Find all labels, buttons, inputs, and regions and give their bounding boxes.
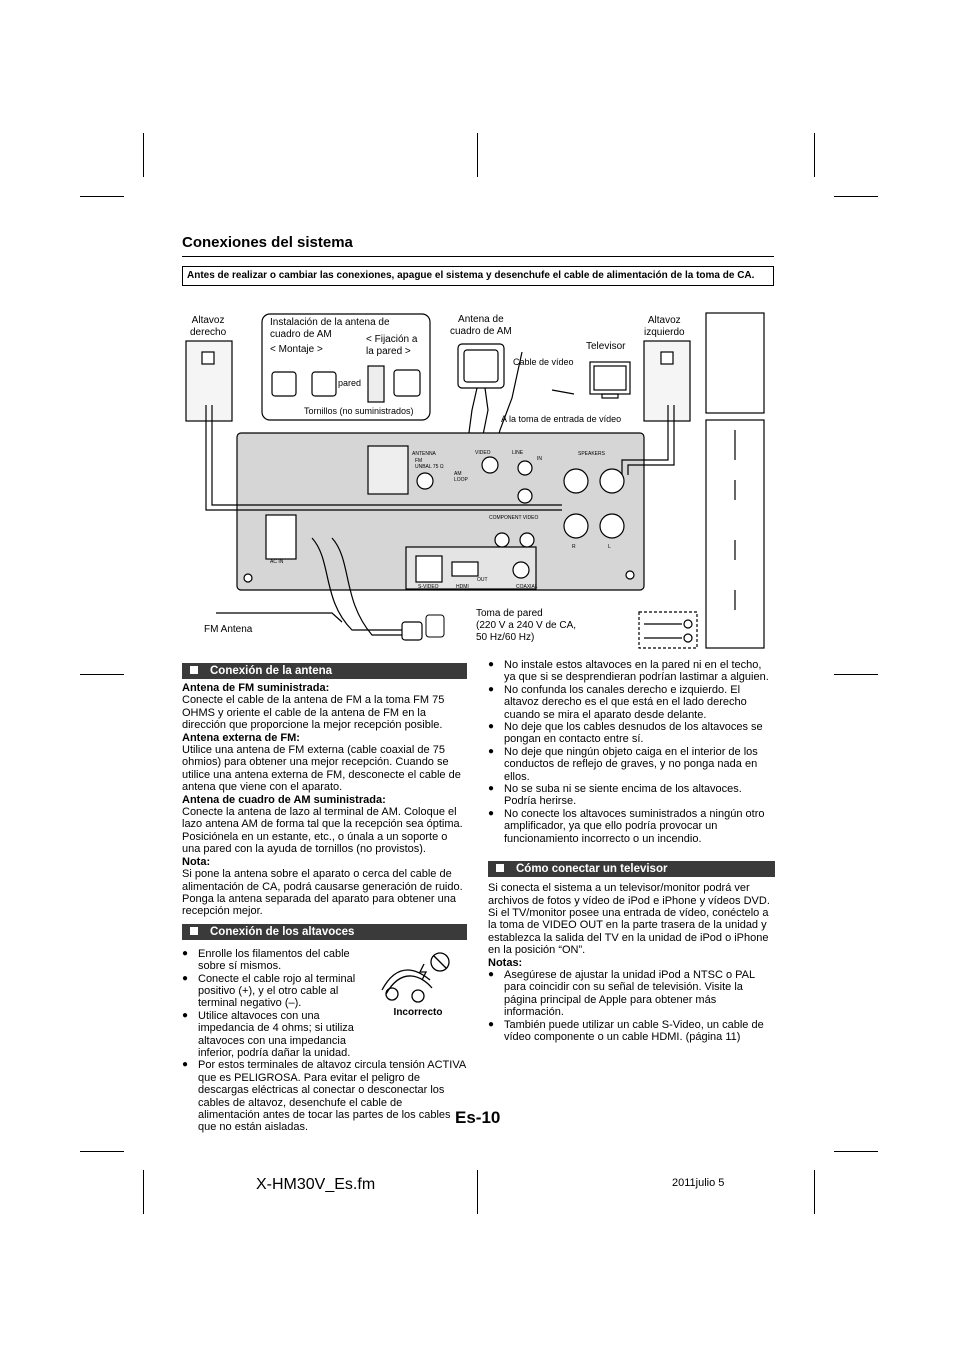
panel-fm-label: FM UNBAL 75 Ω bbox=[415, 458, 444, 470]
speaker-heading-text: Conexión de los altavoces bbox=[210, 925, 355, 938]
crop-mark bbox=[814, 1170, 815, 1214]
right-speaker-label: Altavoz derecho bbox=[190, 315, 227, 338]
crop-mark bbox=[80, 196, 124, 197]
panel-am-loop-label: AM LOOP bbox=[454, 471, 468, 483]
fm-supplied-title: Antena de FM suministrada: bbox=[182, 682, 330, 694]
fm-supplied-text: Conecte el cable de la antena de FM a la toma FM 75 OHMS y oriente el cable de la antena de FM en la dirección que proporcione la mejor recepción posible. bbox=[182, 694, 445, 732]
panel-speakers-label: SPEAKERS bbox=[578, 451, 605, 457]
warning-box: Antes de realizar o cambiar las conexiones, apague el sistema y desenchufe el cable de alimentación de la toma de CA. bbox=[182, 266, 774, 286]
crop-mark bbox=[834, 674, 878, 675]
wall-fix-label: < Fijación a la pared > bbox=[366, 334, 418, 357]
antenna-heading-text: Conexión de la antena bbox=[210, 665, 333, 677]
page-number: Es-10 bbox=[455, 1108, 501, 1127]
panel-antenna-label: ANTENNA bbox=[412, 451, 436, 457]
page-title: Conexiones del sistema bbox=[182, 234, 353, 251]
list-item: ● Utilice altavoces con una impedancia de 4 ohms; si utiliza altavoces con una impedancia inferior, podría dañar la unidad. bbox=[182, 1010, 364, 1060]
panel-svideo-label: S-VIDEO bbox=[418, 584, 439, 590]
left-column bbox=[182, 663, 467, 1134]
square-icon bbox=[190, 927, 198, 935]
am-install-label: Instalación de la antena de cuadro de AM bbox=[270, 317, 390, 340]
panel-coaxial-label: COAXIAL bbox=[516, 584, 538, 590]
list-item: ● No instale estos altavoces en la pared ni en el techo, ya que si se desprendieran podrían lastimar a alguien. bbox=[488, 659, 775, 684]
footer-file: X-HM30V_Es.fm bbox=[256, 1176, 376, 1193]
list-item: ● No se suba ni se siente encima de los altavoces. Podría herirse. bbox=[488, 783, 775, 808]
video-cable-label: Cable de vídeo bbox=[513, 357, 574, 367]
crop-mark bbox=[143, 133, 144, 177]
crop-mark bbox=[143, 1170, 144, 1214]
crop-mark bbox=[80, 1151, 124, 1152]
incorrect-label: Incorrecto bbox=[393, 1007, 443, 1019]
list-item: ● También puede utilizar un cable S-Video, un cable de vídeo componente o un cable HDMI. (página 11) bbox=[488, 1019, 775, 1044]
crop-mark bbox=[477, 1170, 478, 1214]
am-loop-title: Antena de cuadro de AM suministrada: bbox=[182, 793, 386, 806]
crop-mark bbox=[834, 196, 878, 197]
panel-video-label: VIDEO bbox=[475, 450, 491, 456]
speaker-list-area bbox=[182, 948, 467, 1134]
crop-mark bbox=[477, 133, 478, 177]
list-item: ● Por estos terminales de altavoz circula tensión ACTIVA que es PELIGROSA. Para evitar el peligro de descargas eléctricas al conectar o desconectar los cables de altavoz, desenchufe el cable de alimentación antes de tocar las partes de los cables que no están aisladas. bbox=[182, 1059, 467, 1133]
square-icon bbox=[496, 864, 504, 872]
list-item: ● Enrolle los filamentos del cable sobre sí mismos. bbox=[182, 948, 358, 973]
tv-section-heading bbox=[488, 861, 775, 877]
tv-notes-title: Notas: bbox=[488, 956, 523, 969]
speaker-warnings-list bbox=[488, 659, 775, 845]
tv-heading-text: Cómo conectar un televisor bbox=[516, 863, 668, 876]
panel-hdmi-label: HDMI bbox=[456, 584, 469, 590]
panel-r-label: R bbox=[572, 544, 576, 550]
panel-in-label: IN bbox=[537, 456, 542, 462]
list-item: ● No deje que ningún objeto caiga en el interior de los conductos de reflejo de graves, y no ponga nada en ellos. bbox=[488, 746, 775, 783]
list-item: ● No conecte los altavoces suministrados a ningún otro amplificador, ya que ello podría provocar un funcionamiento incorrecto o un incendio. bbox=[488, 808, 775, 845]
mount-label: < Montaje > bbox=[270, 344, 323, 355]
panel-line-label: LINE bbox=[512, 450, 524, 456]
tv-text: Si conecta el sistema a un televisor/monitor podrá ver archivos de fotos y vídeo de iPod e iPhone y vídeos DVD. Si el TV/monitor posee una entrada de vídeo, conéctelo a la toma de VIDEO OUT en la parte trasera de la unidad y establezca la salida del TV en la unidad de iPod o iPhone en la posición “ON”. bbox=[488, 882, 770, 957]
list-item: ● No deje que los cables desnudos de los altavoces se pongan en contacto entre sí. bbox=[488, 721, 775, 746]
panel-l-label: L bbox=[608, 544, 611, 550]
panel-ac-in-label: AC IN bbox=[270, 559, 284, 565]
wall-label: pared bbox=[338, 378, 362, 388]
antenna-note-text: Si pone la antena sobre el aparato o cerca del cable de alimentación de CA, podrá causarse generación de ruido. Ponga la antena separada del aparato para obtener una recepción mejor. bbox=[182, 868, 463, 918]
list-item: ● Conecte el cable rojo al terminal positivo (+), y el otro cable al terminal negativo (–). bbox=[182, 973, 364, 1010]
video-input-label: A la toma de entrada de vídeo bbox=[501, 414, 622, 424]
fm-external-title: Antena externa de FM: bbox=[182, 731, 300, 744]
tv-label: Televisor bbox=[586, 341, 626, 352]
incorrect-wire-icon bbox=[378, 950, 458, 1006]
square-icon bbox=[190, 666, 198, 674]
list-item: ● Asegúrese de ajustar la unidad iPod a NTSC o PAL para coincidir con su señal de televisión. Visite la página principal de Apple para obtener más información. bbox=[488, 969, 775, 1019]
left-speaker-label: Altavoz izquierdo bbox=[644, 315, 685, 338]
am-antenna-label: Antena de cuadro de AM bbox=[450, 314, 512, 337]
crop-mark bbox=[834, 1151, 878, 1152]
antenna-note-title: Nota: bbox=[182, 855, 211, 868]
connection-diagram-drawing bbox=[182, 310, 774, 658]
tv-notes-list bbox=[488, 969, 775, 1043]
antenna-section-heading bbox=[182, 663, 467, 679]
screws-label: Tornillos (no suministrados) bbox=[304, 406, 414, 416]
am-loop-text: Conecte la antena de lazo al terminal de AM. Coloque el lazo antena AM de forma tal que la recepción sea óptima. Posiciónela en un estante, etc., o únala a un soporte o una pared con la ayuda de tornillos (no provistos). bbox=[182, 806, 463, 856]
panel-component-video-label: COMPONENT VIDEO bbox=[489, 515, 539, 521]
wall-outlet-label: Toma de pared (220 V a 240 V de CA, 50 Hz/60 Hz) bbox=[476, 608, 577, 643]
footer-date: 2011julio 5 bbox=[672, 1177, 725, 1189]
incorrect-illustration bbox=[378, 950, 458, 1019]
list-item: ● No confunda los canales derecho e izquierdo. El altavoz derecho es el que está en el lado derecho cuando se mira el aparato desde delante. bbox=[488, 684, 775, 721]
crop-mark bbox=[80, 674, 124, 675]
title-rule bbox=[182, 256, 774, 257]
right-column bbox=[488, 659, 775, 1043]
crop-mark bbox=[814, 133, 815, 177]
speaker-section-heading bbox=[182, 924, 467, 940]
fm-external-text: Utilice una antena de FM externa (cable coaxial de 75 ohmios) para obtener una mejor recepción. Cuando se utilice una antena externa de FM, desconecte el cable de antena que viene con el aparato. bbox=[182, 744, 461, 794]
fm-antenna-label: FM Antena bbox=[204, 624, 253, 635]
panel-out-label: OUT bbox=[477, 577, 488, 583]
connection-diagram bbox=[182, 310, 774, 658]
